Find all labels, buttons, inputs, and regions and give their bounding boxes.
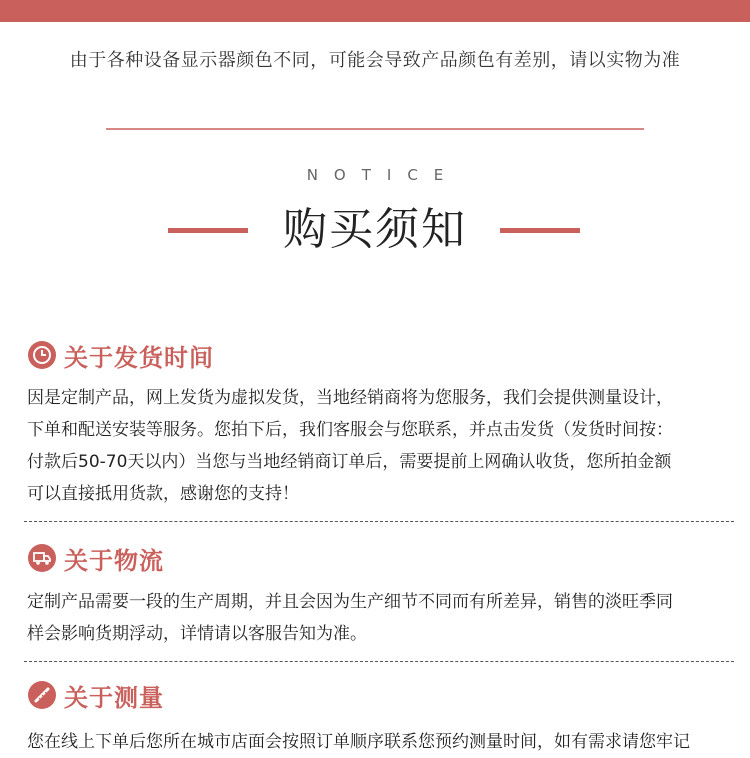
page-title: 购买须知 (283, 204, 467, 255)
color-disclaimer: 由于各种设备显示器颜色不同，可能会导致产品颜色有差别，请以实物为准 (69, 50, 681, 71)
section-shipping-heading (28, 338, 214, 372)
section-logistics-text (27, 586, 727, 650)
section-title: 关于物流 (64, 546, 164, 575)
notice-label: NOTICE (306, 166, 460, 184)
section-measurement-heading (28, 678, 164, 712)
text-line: 定制产品需要一段的生产周期，并且会因为生产细节不同而有所差异，销售的淡旺季同 (27, 592, 673, 612)
section-title: 关于测量 (64, 683, 164, 712)
text-line: 您在线上下单后您所在城市店面会按照订单顺序联系您预约测量时间，如有需求请您牢记 (27, 732, 690, 752)
section-title: 关于发货时间 (64, 343, 214, 372)
dashed-separator (24, 521, 734, 522)
text-line: 付款后50-70天以内）当您与当地经销商订单后，需要提前上网确认收货，您所拍金额 (27, 452, 672, 472)
title-bar-right (500, 228, 580, 233)
top-color-bar (0, 0, 750, 22)
section-shipping-text (27, 382, 727, 510)
section-measurement-text (27, 726, 727, 758)
truck-icon (28, 544, 56, 572)
ruler-icon (28, 681, 56, 709)
text-line: 可以直接抵用货款，感谢您的支持！ (27, 484, 299, 504)
section-logistics-heading (28, 541, 164, 575)
title-bar-left (168, 228, 248, 233)
dashed-separator (24, 661, 734, 662)
text-line: 下单和配送安装等服务。您拍下后，我们客服会与您联系，并点击发货（发货时间按： (27, 420, 673, 440)
text-line: 因是定制产品，网上发货为虚拟发货，当地经销商将为您服务，我们会提供测量设计， (27, 388, 673, 408)
text-line: 样会影响货期浮动，详情请以客服告知为准。 (27, 624, 367, 644)
divider-line (106, 128, 644, 130)
clock-icon (28, 341, 56, 369)
